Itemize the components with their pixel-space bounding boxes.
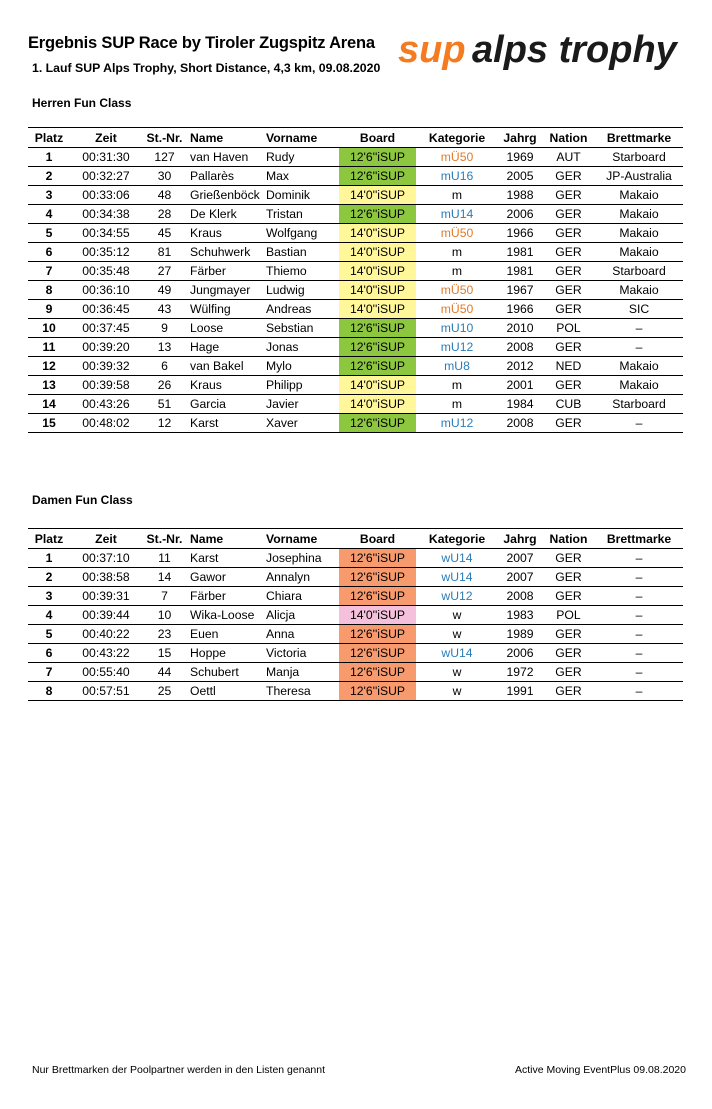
cell-kategorie: mU8 [416,357,498,376]
cell-platz: 8 [28,682,70,701]
table-row [28,148,683,167]
cell-stnr: 49 [142,281,187,300]
cell-board: 12'6''iSUP [339,663,416,682]
cell-jahrg: 1972 [498,663,542,682]
cell-board: 14'0''iSUP [339,281,416,300]
column-header-kategorie: Kategorie [416,529,498,549]
cell-platz: 1 [28,549,70,568]
cell-stnr: 127 [142,148,187,167]
cell-stnr: 26 [142,376,187,395]
results-table-herren [28,127,683,433]
table-row [28,224,683,243]
cell-nation: POL [542,319,595,338]
cell-brettmarke: Starboard [595,395,683,414]
cell-brettmarke: – [595,338,683,357]
cell-brettmarke: – [595,319,683,338]
cell-brettmarke: – [595,644,683,663]
cell-name: Wülfing [187,300,263,319]
cell-brettmarke: – [595,587,683,606]
cell-stnr: 9 [142,319,187,338]
cell-nation: GER [542,376,595,395]
cell-stnr: 10 [142,606,187,625]
column-header-name: Name [187,529,263,549]
cell-jahrg: 1966 [498,300,542,319]
table-row [28,167,683,186]
cell-vorname: Annalyn [263,568,339,587]
cell-platz: 3 [28,186,70,205]
cell-kategorie: mU12 [416,338,498,357]
column-header-zeit: Zeit [70,128,142,148]
cell-name: Kraus [187,224,263,243]
column-header-jahrg: Jahrg [498,529,542,549]
cell-brettmarke: – [595,625,683,644]
cell-brettmarke: Makaio [595,281,683,300]
cell-kategorie: mÜ50 [416,300,498,319]
cell-nation: GER [542,281,595,300]
column-header-brettmarke: Brettmarke [595,128,683,148]
cell-vorname: Javier [263,395,339,414]
table-row [28,549,683,568]
cell-platz: 11 [28,338,70,357]
cell-stnr: 15 [142,644,187,663]
table-row [28,376,683,395]
cell-zeit: 00:39:58 [70,376,142,395]
column-header-kategorie: Kategorie [416,128,498,148]
cell-jahrg: 2008 [498,414,542,433]
logo-sup-word: sup [398,29,466,71]
cell-name: Karst [187,414,263,433]
cell-board: 14'0''iSUP [339,186,416,205]
cell-board: 14'0''iSUP [339,606,416,625]
cell-nation: GER [542,625,595,644]
cell-jahrg: 2005 [498,167,542,186]
table-row [28,644,683,663]
cell-jahrg: 1983 [498,606,542,625]
cell-jahrg: 2007 [498,549,542,568]
cell-name: Pallarès [187,167,263,186]
cell-vorname: Anna [263,625,339,644]
cell-nation: GER [542,186,595,205]
cell-platz: 15 [28,414,70,433]
cell-board: 12'6''iSUP [339,357,416,376]
cell-stnr: 51 [142,395,187,414]
table-row [28,262,683,281]
cell-board: 12'6''iSUP [339,167,416,186]
cell-kategorie: mU10 [416,319,498,338]
cell-vorname: Manja [263,663,339,682]
cell-stnr: 13 [142,338,187,357]
table-row [28,357,683,376]
cell-nation: GER [542,587,595,606]
cell-nation: GER [542,205,595,224]
table-row [28,281,683,300]
section-title-herren: Herren Fun Class [32,96,132,110]
cell-vorname: Sebstian [263,319,339,338]
table-row [28,300,683,319]
cell-stnr: 14 [142,568,187,587]
cell-platz: 13 [28,376,70,395]
cell-platz: 2 [28,568,70,587]
cell-vorname: Ludwig [263,281,339,300]
cell-name: Euen [187,625,263,644]
cell-kategorie: mU16 [416,167,498,186]
cell-brettmarke: – [595,414,683,433]
cell-brettmarke: Starboard [595,148,683,167]
cell-board: 12'6''iSUP [339,148,416,167]
cell-nation: AUT [542,148,595,167]
cell-platz: 3 [28,587,70,606]
cell-brettmarke: Makaio [595,243,683,262]
cell-brettmarke: – [595,568,683,587]
cell-jahrg: 2008 [498,587,542,606]
cell-brettmarke: Starboard [595,262,683,281]
cell-brettmarke: – [595,663,683,682]
cell-jahrg: 1981 [498,262,542,281]
cell-nation: GER [542,414,595,433]
section-title-damen: Damen Fun Class [32,493,133,507]
cell-zeit: 00:35:48 [70,262,142,281]
column-header-brettmarke: Brettmarke [595,529,683,549]
cell-stnr: 81 [142,243,187,262]
cell-jahrg: 2006 [498,205,542,224]
cell-name: Jungmayer [187,281,263,300]
cell-platz: 6 [28,243,70,262]
column-header-nation: Nation [542,529,595,549]
cell-nation: POL [542,606,595,625]
cell-kategorie: wU14 [416,568,498,587]
table-row [28,243,683,262]
cell-jahrg: 2010 [498,319,542,338]
cell-zeit: 00:37:10 [70,549,142,568]
cell-board: 14'0''iSUP [339,243,416,262]
cell-zeit: 00:36:45 [70,300,142,319]
page-title: Ergebnis SUP Race by Tiroler Zugspitz Arena [28,34,375,52]
cell-board: 14'0''iSUP [339,262,416,281]
cell-kategorie: wU14 [416,644,498,663]
cell-kategorie: m [416,376,498,395]
cell-jahrg: 2008 [498,338,542,357]
cell-kategorie: mÜ50 [416,148,498,167]
cell-name: Schubert [187,663,263,682]
footer-credit: Active Moving EventPlus 09.08.2020 [514,1064,686,1076]
cell-name: Karst [187,549,263,568]
cell-name: Loose [187,319,263,338]
cell-zeit: 00:39:44 [70,606,142,625]
cell-name: Kraus [187,376,263,395]
cell-jahrg: 1991 [498,682,542,701]
cell-zeit: 00:39:20 [70,338,142,357]
column-header-vorname: Vorname [263,128,339,148]
cell-board: 12'6''iSUP [339,568,416,587]
cell-board: 12'6''iSUP [339,338,416,357]
cell-vorname: Tristan [263,205,339,224]
page-subtitle: 1. Lauf SUP Alps Trophy, Short Distance, 4,3 km, 09.08.2020 [32,61,381,75]
cell-board: 12'6''iSUP [339,205,416,224]
cell-vorname: Chiara [263,587,339,606]
cell-zeit: 00:37:45 [70,319,142,338]
logo-alps-trophy-word: alps trophy [472,29,677,71]
cell-brettmarke: Makaio [595,186,683,205]
table-header-row [28,128,683,148]
cell-zeit: 00:39:31 [70,587,142,606]
cell-zeit: 00:43:22 [70,644,142,663]
cell-jahrg: 1981 [498,243,542,262]
cell-brettmarke: – [595,606,683,625]
cell-vorname: Josephina [263,549,339,568]
cell-brettmarke: SIC [595,300,683,319]
cell-nation: GER [542,644,595,663]
cell-kategorie: w [416,682,498,701]
cell-platz: 6 [28,644,70,663]
cell-nation: GER [542,167,595,186]
cell-stnr: 45 [142,224,187,243]
cell-board: 14'0''iSUP [339,395,416,414]
cell-jahrg: 1969 [498,148,542,167]
cell-jahrg: 1966 [498,224,542,243]
table-row [28,568,683,587]
cell-nation: GER [542,300,595,319]
cell-zeit: 00:31:30 [70,148,142,167]
cell-name: Wika-Loose [187,606,263,625]
cell-name: Grießenböck [187,186,263,205]
column-header-platz: Platz [28,529,70,549]
cell-brettmarke: JP-Australia [595,167,683,186]
cell-brettmarke: Makaio [595,224,683,243]
cell-vorname: Rudy [263,148,339,167]
column-header-stnr: St.-Nr. [142,529,187,549]
cell-jahrg: 1989 [498,625,542,644]
cell-platz: 1 [28,148,70,167]
cell-board: 12'6''iSUP [339,644,416,663]
cell-vorname: Philipp [263,376,339,395]
sup-alps-trophy-logo [396,24,688,72]
column-header-vorname: Vorname [263,529,339,549]
cell-stnr: 27 [142,262,187,281]
cell-jahrg: 1988 [498,186,542,205]
cell-stnr: 44 [142,663,187,682]
table-row [28,682,683,701]
table-row [28,395,683,414]
cell-vorname: Max [263,167,339,186]
cell-name: Garcia [187,395,263,414]
cell-nation: GER [542,663,595,682]
cell-platz: 9 [28,300,70,319]
cell-vorname: Wolfgang [263,224,339,243]
cell-stnr: 11 [142,549,187,568]
cell-zeit: 00:32:27 [70,167,142,186]
table-row [28,625,683,644]
cell-board: 12'6''iSUP [339,587,416,606]
cell-platz: 7 [28,262,70,281]
cell-zeit: 00:33:06 [70,186,142,205]
column-header-board: Board [339,128,416,148]
cell-brettmarke: – [595,682,683,701]
cell-nation: GER [542,224,595,243]
cell-stnr: 30 [142,167,187,186]
cell-zeit: 00:48:02 [70,414,142,433]
cell-platz: 10 [28,319,70,338]
cell-nation: GER [542,549,595,568]
table-header-row [28,529,683,549]
results-table-damen [28,528,683,701]
cell-board: 12'6''iSUP [339,549,416,568]
cell-jahrg: 2007 [498,568,542,587]
cell-nation: GER [542,243,595,262]
cell-name: van Bakel [187,357,263,376]
cell-zeit: 00:40:22 [70,625,142,644]
cell-kategorie: w [416,606,498,625]
cell-platz: 2 [28,167,70,186]
cell-stnr: 7 [142,587,187,606]
cell-kategorie: m [416,243,498,262]
column-header-board: Board [339,529,416,549]
cell-vorname: Victoria [263,644,339,663]
cell-zeit: 00:36:10 [70,281,142,300]
cell-vorname: Xaver [263,414,339,433]
cell-name: Hage [187,338,263,357]
cell-board: 14'0''iSUP [339,376,416,395]
column-header-jahrg: Jahrg [498,128,542,148]
cell-kategorie: mU14 [416,205,498,224]
cell-name: Gawor [187,568,263,587]
cell-vorname: Alicja [263,606,339,625]
table-row [28,663,683,682]
cell-board: 14'0''iSUP [339,300,416,319]
cell-jahrg: 2006 [498,644,542,663]
cell-board: 12'6''iSUP [339,625,416,644]
cell-stnr: 28 [142,205,187,224]
cell-kategorie: mÜ50 [416,224,498,243]
cell-kategorie: m [416,395,498,414]
cell-zeit: 00:57:51 [70,682,142,701]
cell-board: 12'6''iSUP [339,682,416,701]
table-row [28,319,683,338]
cell-platz: 5 [28,224,70,243]
cell-platz: 14 [28,395,70,414]
cell-jahrg: 1967 [498,281,542,300]
cell-nation: GER [542,568,595,587]
cell-platz: 5 [28,625,70,644]
cell-zeit: 00:39:32 [70,357,142,376]
cell-name: van Haven [187,148,263,167]
cell-name: Schuhwerk [187,243,263,262]
table-row [28,186,683,205]
cell-stnr: 12 [142,414,187,433]
cell-nation: GER [542,682,595,701]
cell-brettmarke: Makaio [595,357,683,376]
cell-platz: 12 [28,357,70,376]
column-header-platz: Platz [28,128,70,148]
cell-vorname: Jonas [263,338,339,357]
cell-brettmarke: Makaio [595,205,683,224]
cell-kategorie: mÜ50 [416,281,498,300]
cell-brettmarke: – [595,549,683,568]
table-row [28,606,683,625]
cell-kategorie: wU14 [416,549,498,568]
cell-name: Färber [187,587,263,606]
cell-name: Hoppe [187,644,263,663]
cell-platz: 4 [28,205,70,224]
cell-kategorie: w [416,663,498,682]
cell-stnr: 23 [142,625,187,644]
cell-platz: 8 [28,281,70,300]
table-row [28,338,683,357]
cell-vorname: Thiemo [263,262,339,281]
cell-vorname: Andreas [263,300,339,319]
cell-board: 12'6''iSUP [339,414,416,433]
column-header-zeit: Zeit [70,529,142,549]
cell-zeit: 00:55:40 [70,663,142,682]
column-header-name: Name [187,128,263,148]
cell-zeit: 00:34:55 [70,224,142,243]
cell-stnr: 6 [142,357,187,376]
cell-brettmarke: Makaio [595,376,683,395]
cell-platz: 7 [28,663,70,682]
column-header-nation: Nation [542,128,595,148]
cell-nation: CUB [542,395,595,414]
cell-jahrg: 2012 [498,357,542,376]
cell-vorname: Mylo [263,357,339,376]
cell-nation: GER [542,262,595,281]
table-row [28,414,683,433]
column-header-stnr: St.-Nr. [142,128,187,148]
cell-stnr: 48 [142,186,187,205]
cell-kategorie: m [416,186,498,205]
cell-stnr: 43 [142,300,187,319]
cell-vorname: Theresa [263,682,339,701]
table-row [28,587,683,606]
cell-kategorie: m [416,262,498,281]
cell-zeit: 00:35:12 [70,243,142,262]
cell-zeit: 00:34:38 [70,205,142,224]
cell-stnr: 25 [142,682,187,701]
cell-kategorie: mU12 [416,414,498,433]
cell-platz: 4 [28,606,70,625]
cell-zeit: 00:43:26 [70,395,142,414]
table-row [28,205,683,224]
cell-board: 12'6''iSUP [339,319,416,338]
cell-kategorie: wU12 [416,587,498,606]
footer-note: Nur Brettmarken der Poolpartner werden in den Listen genannt [32,1064,326,1076]
cell-name: De Klerk [187,205,263,224]
cell-kategorie: w [416,625,498,644]
cell-nation: NED [542,357,595,376]
cell-vorname: Bastian [263,243,339,262]
cell-jahrg: 2001 [498,376,542,395]
cell-nation: GER [542,338,595,357]
cell-vorname: Dominik [263,186,339,205]
cell-name: Oettl [187,682,263,701]
cell-zeit: 00:38:58 [70,568,142,587]
cell-board: 14'0''iSUP [339,224,416,243]
cell-jahrg: 1984 [498,395,542,414]
cell-name: Färber [187,262,263,281]
